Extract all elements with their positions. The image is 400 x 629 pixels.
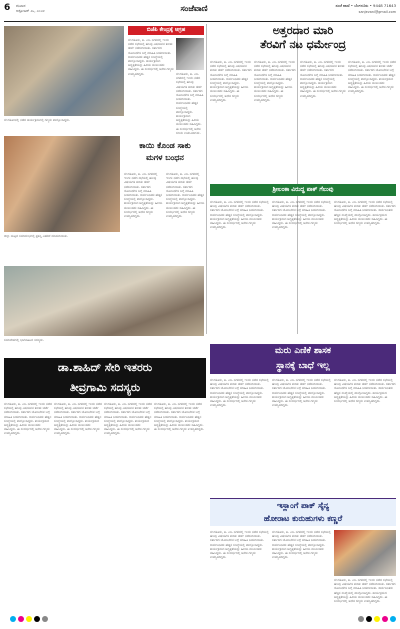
photo-event-2 (4, 136, 120, 232)
article-text: ಬೆಂಗಳೂರು, ಅ. ೨೫- ನಗರದಲ್ಲಿ ಇಂದು ನಡೆದ ಸಭೆಯಲ್ಲಿ ಹಲವು ವಿಷಯಗಳ ಕುರಿತು ಚರ್ಚೆ ನಡೆಸಲಾಯಿತು. ಸರ್ಕಾರದ ಯೋಜನೆಗಳ ಬಗ್ಗೆ ಮಾಹಿತಿ ನೀಡಲಾಯಿತು. ಸಾರ್ವಜನಿಕರು ಹೆಚ್ಚಿನ ಸಂಖ್ಯೆಯಲ್ಲಿ ಪಾಲ್ಗೊಂಡಿದ್ದರು. ಕಾರ್ಯಕ್ರಮದ ಅಧ್ಯಕ್ಷತೆಯನ್ನು ಹಿರಿಯ ಮುಖಂಡರು ವಹಿಸಿದ್ದರು. ಈ ಸಂದರ್ಭದಲ್ಲಿ ಅನೇಕ ಗಣ್ಯರು ಉಪಸ್ಥಿತರಿದ್ದರು. (210, 60, 252, 102)
photo-caption-3: ಸಮಾವೇಶದಲ್ಲಿ ಭಾಗವಹಿಸಿದ ಸದಸ್ಯರು. (4, 338, 44, 342)
page-number: 6 (4, 3, 11, 13)
masthead (4, 2, 396, 22)
registration-dot (366, 616, 372, 622)
headline-bottom-right-2 (210, 498, 396, 526)
headline-bottom-right-2-line2: ಹೋರಾಟ ಕುರುಹುಗಳು ಕಣ್ಣರೆ (263, 514, 343, 523)
article-text: ಬೆಂಗಳೂರು, ಅ. ೨೫- ನಗರದಲ್ಲಿ ಇಂದು ನಡೆದ ಸಭೆಯಲ್ಲಿ ಹಲವು ವಿಷಯಗಳ ಕುರಿತು ಚರ್ಚೆ ನಡೆಸಲಾಯಿತು. ಸರ್ಕಾರದ ಯೋಜನೆಗಳ ಬಗ್ಗೆ ಮಾಹಿತಿ ನೀಡಲಾಯಿತು. ಸಾರ್ವಜನಿಕರು ಹೆಚ್ಚಿನ ಸಂಖ್ಯೆಯಲ್ಲಿ ಪಾಲ್ಗೊಂಡಿದ್ದರು. ಕಾರ್ಯಕ್ರಮದ ಅಧ್ಯಕ್ಷತೆಯನ್ನು ಹಿರಿಯ ಮುಖಂಡರು ವಹಿಸಿದ್ದರು. ಈ ಸಂದರ್ಭದಲ್ಲಿ ಅನೇಕ ಗಣ್ಯರು ಉಪಸ್ಥಿತರಿದ್ದರು. (54, 402, 102, 436)
headline-mid-center-line2: ಮಗಳ ಬಂಧನ (146, 153, 184, 162)
article-text: ಬೆಂಗಳೂರು, ಅ. ೨೫- ನಗರದಲ್ಲಿ ಇಂದು ನಡೆದ ಸಭೆಯಲ್ಲಿ ಹಲವು ವಿಷಯಗಳ ಕುರಿತು ಚರ್ಚೆ ನಡೆಸಲಾಯಿತು. ಸರ್ಕಾರದ ಯೋಜನೆಗಳ ಬಗ್ಗೆ ಮಾಹಿತಿ ನೀಡಲಾಯಿತು. ಸಾರ್ವಜನಿಕರು ಹೆಚ್ಚಿನ ಸಂಖ್ಯೆಯಲ್ಲಿ ಪಾಲ್ಗೊಂಡಿದ್ದರು. ಕಾರ್ಯಕ್ರಮದ ಅಧ್ಯಕ್ಷತೆಯನ್ನು ಹಿರಿಯ ಮುಖಂಡರು ವಹಿಸಿದ್ದರು. ಈ ಸಂದರ್ಭದಲ್ಲಿ ಅನೇಕ ಗಣ್ಯರು ಉಪಸ್ಥಿತರಿದ್ದರು. (154, 402, 205, 432)
registration-dot (358, 616, 364, 622)
headline-mid-center (124, 140, 206, 170)
masthead-right-info: ಸಂಜೆ ವಾಣಿ • ಬೆಂಗಳೂರು • 9448 71643 (335, 4, 396, 8)
registration-dot (34, 616, 40, 622)
headline-top-right (210, 24, 396, 56)
headline-mid-center-line1: ಕಾಯಿ ಕೊಂಡ ಸಾಕು (139, 141, 191, 150)
article-text: ಬೆಂಗಳೂರು, ಅ. ೨೫- ನಗರದಲ್ಲಿ ಇಂದು ನಡೆದ ಸಭೆಯಲ್ಲಿ ಹಲವು ವಿಷಯಗಳ ಕುರಿತು ಚರ್ಚೆ ನಡೆಸಲಾಯಿತು. ಸರ್ಕಾರದ ಯೋಜನೆಗಳ ಬಗ್ಗೆ ಮಾಹಿತಿ ನೀಡಲಾಯಿತು. ಸಾರ್ವಜನಿಕರು ಹೆಚ್ಚಿನ ಸಂಖ್ಯೆಯಲ್ಲಿ ಪಾಲ್ಗೊಂಡಿದ್ದರು. ಕಾರ್ಯಕ್ರಮದ ಅಧ್ಯಕ್ಷತೆಯನ್ನು ಹಿರಿಯ ಮುಖಂಡರು ವಹಿಸಿದ್ದರು. ಈ ಸಂದರ್ಭದಲ್ಲಿ ಅನೇಕ ಗಣ್ಯರು ಉಪಸ್ಥಿತರಿದ್ದರು. (334, 578, 396, 604)
article-text: ಬೆಂಗಳೂರು, ಅ. ೨೫- ನಗರದಲ್ಲಿ ಇಂದು ನಡೆದ ಸಭೆಯಲ್ಲಿ ಹಲವು ವಿಷಯಗಳ ಕುರಿತು ಚರ್ಚೆ ನಡೆಸಲಾಯಿತು. ಸರ್ಕಾರದ ಯೋಜನೆಗಳ ಬಗ್ಗೆ ಮಾಹಿತಿ ನೀಡಲಾಯಿತು. ಸಾರ್ವಜನಿಕರು ಹೆಚ್ಚಿನ ಸಂಖ್ಯೆಯಲ್ಲಿ ಪಾಲ್ಗೊಂಡಿದ್ದರು. ಕಾರ್ಯಕ್ರಮದ ಅಧ್ಯಕ್ಷತೆಯನ್ನು ಹಿರಿಯ ಮುಖಂಡರು ವಹಿಸಿದ್ದರು. ಈ ಸಂದರ್ಭದಲ್ಲಿ ಅನೇಕ ಗಣ್ಯರು ಉಪಸ್ಥಿತರಿದ್ದರು. (128, 38, 174, 76)
banner-line1: ಡಾ.ಶಾಹಿದ್ ಸೇರಿ ಇತರರು (57, 361, 153, 374)
article-text: ಬೆಂಗಳೂರು, ಅ. ೨೫- ನಗರದಲ್ಲಿ ಇಂದು ನಡೆದ ಸಭೆಯಲ್ಲಿ ಹಲವು ವಿಷಯಗಳ ಕುರಿತು ಚರ್ಚೆ ನಡೆಸಲಾಯಿತು. ಸರ್ಕಾರದ ಯೋಜನೆಗಳ ಬಗ್ಗೆ ಮಾಹಿತಿ ನೀಡಲಾಯಿತು. ಸಾರ್ವಜನಿಕರು ಹೆಚ್ಚಿನ ಸಂಖ್ಯೆಯಲ್ಲಿ ಪಾಲ್ಗೊಂಡಿದ್ದರು. ಕಾರ್ಯಕ್ರಮದ ಅಧ್ಯಕ್ಷತೆಯನ್ನು ಹಿರಿಯ ಮುಖಂಡರು ವಹಿಸಿದ್ದರು. ಈ ಸಂದರ್ಭದಲ್ಲಿ ಅನೇಕ ಗಣ್ಯರು ಉಪಸ್ಥಿತರಿದ್ದರು. (272, 530, 331, 560)
photo-caption-2: ಜಿಲ್ಲಾ ಮಟ್ಟದ ಸಮಾರಂಭದಲ್ಲಿ ಪ್ರಶಸ್ತಿ ವಿತರಣೆ ಮಾಡಲಾಯಿತು. (4, 234, 68, 238)
registration-dot (10, 616, 16, 622)
registration-dot (382, 616, 388, 622)
masthead-right-sub: sanjevani@gmail.com (358, 10, 396, 14)
logo: ಸಂಜೆವಾಣಿ (180, 4, 208, 13)
banner-headline (4, 358, 206, 398)
registration-dot (374, 616, 380, 622)
portrait-photo (176, 38, 204, 70)
registration-dot (42, 616, 48, 622)
headline-right-mid: ಶ್ರೀಲಂಕಾ ವಿರುದ್ಧ ಪಾಕ್ ಗೆಲುವು (210, 184, 396, 196)
registration-dot (18, 616, 24, 622)
date-line: ಅಕ್ಟೋಬರ್ ೨೬, ೨೦೨೪ (16, 9, 45, 13)
article-text: ಬೆಂಗಳೂರು, ಅ. ೨೫- ನಗರದಲ್ಲಿ ಇಂದು ನಡೆದ ಸಭೆಯಲ್ಲಿ ಹಲವು ವಿಷಯಗಳ ಕುರಿತು ಚರ್ಚೆ ನಡೆಸಲಾಯಿತು. ಸರ್ಕಾರದ ಯೋಜನೆಗಳ ಬಗ್ಗೆ ಮಾಹಿತಿ ನೀಡಲಾಯಿತು. ಸಾರ್ವಜನಿಕರು ಹೆಚ್ಚಿನ ಸಂಖ್ಯೆಯಲ್ಲಿ ಪಾಲ್ಗೊಂಡಿದ್ದರು. ಕಾರ್ಯಕ್ರಮದ ಅಧ್ಯಕ್ಷತೆಯನ್ನು ಹಿರಿಯ ಮುಖಂಡರು ವಹಿಸಿದ್ದರು. ಈ ಸಂದರ್ಭದಲ್ಲಿ ಅನೇಕ ಗಣ್ಯರು ಉಪಸ್ಥಿತರಿದ್ದರು. (176, 72, 204, 134)
article-text: ಬೆಂಗಳೂರು, ಅ. ೨೫- ನಗರದಲ್ಲಿ ಇಂದು ನಡೆದ ಸಭೆಯಲ್ಲಿ ಹಲವು ವಿಷಯಗಳ ಕುರಿತು ಚರ್ಚೆ ನಡೆಸಲಾಯಿತು. ಸರ್ಕಾರದ ಯೋಜನೆಗಳ ಬಗ್ಗೆ ಮಾಹಿತಿ ನೀಡಲಾಯಿತು. ಸಾರ್ವಜನಿಕರು ಹೆಚ್ಚಿನ ಸಂಖ್ಯೆಯಲ್ಲಿ ಪಾಲ್ಗೊಂಡಿದ್ದರು. ಕಾರ್ಯಕ್ರಮದ ಅಧ್ಯಕ್ಷತೆಯನ್ನು ಹಿರಿಯ ಮುಖಂಡರು ವಹಿಸಿದ್ದರು. ಈ ಸಂದರ್ಭದಲ್ಲಿ ಅನೇಕ ಗಣ್ಯರು ಉಪಸ್ಥಿತರಿದ್ದರು. (334, 378, 396, 404)
registration-dot (26, 616, 32, 622)
article-text: ಬೆಂಗಳೂರು, ಅ. ೨೫- ನಗರದಲ್ಲಿ ಇಂದು ನಡೆದ ಸಭೆಯಲ್ಲಿ ಹಲವು ವಿಷಯಗಳ ಕುರಿತು ಚರ್ಚೆ ನಡೆಸಲಾಯಿತು. ಸರ್ಕಾರದ ಯೋಜನೆಗಳ ಬಗ್ಗೆ ಮಾಹಿತಿ ನೀಡಲಾಯಿತು. ಸಾರ್ವಜನಿಕರು ಹೆಚ್ಚಿನ ಸಂಖ್ಯೆಯಲ್ಲಿ ಪಾಲ್ಗೊಂಡಿದ್ದರು. ಕಾರ್ಯಕ್ರಮದ ಅಧ್ಯಕ್ಷತೆಯನ್ನು ಹಿರಿಯ ಮುಖಂಡರು ವಹಿಸಿದ್ದರು. ಈ ಸಂದರ್ಭದಲ್ಲಿ ಅನೇಕ ಗಣ್ಯರು ಉಪಸ್ಥಿತರಿದ್ದರು. (210, 530, 269, 560)
article-text: ಬೆಂಗಳೂರು, ಅ. ೨೫- ನಗರದಲ್ಲಿ ಇಂದು ನಡೆದ ಸಭೆಯಲ್ಲಿ ಹಲವು ವಿಷಯಗಳ ಕುರಿತು ಚರ್ಚೆ ನಡೆಸಲಾಯಿತು. ಸರ್ಕಾರದ ಯೋಜನೆಗಳ ಬಗ್ಗೆ ಮಾಹಿತಿ ನೀಡಲಾಯಿತು. ಸಾರ್ವಜನಿಕರು ಹೆಚ್ಚಿನ ಸಂಖ್ಯೆಯಲ್ಲಿ ಪಾಲ್ಗೊಂಡಿದ್ದರು. ಕಾರ್ಯಕ್ರಮದ ಅಧ್ಯಕ್ಷತೆಯನ್ನು ಹಿರಿಯ ಮುಖಂಡರು ವಹಿಸಿದ್ದರು. ಈ ಸಂದರ್ಭದಲ್ಲಿ ಅನೇಕ ಗಣ್ಯರು ಉಪಸ್ಥಿತರಿದ್ದರು. (210, 200, 269, 230)
article-text: ಬೆಂಗಳೂರು, ಅ. ೨೫- ನಗರದಲ್ಲಿ ಇಂದು ನಡೆದ ಸಭೆಯಲ್ಲಿ ಹಲವು ವಿಷಯಗಳ ಕುರಿತು ಚರ್ಚೆ ನಡೆಸಲಾಯಿತು. ಸರ್ಕಾರದ ಯೋಜನೆಗಳ ಬಗ್ಗೆ ಮಾಹಿತಿ ನೀಡಲಾಯಿತು. ಸಾರ್ವಜನಿಕರು ಹೆಚ್ಚಿನ ಸಂಖ್ಯೆಯಲ್ಲಿ ಪಾಲ್ಗೊಂಡಿದ್ದರು. ಕಾರ್ಯಕ್ರಮದ ಅಧ್ಯಕ್ಷತೆಯನ್ನು ಹಿರಿಯ ಮುಖಂಡರು ವಹಿಸಿದ್ದರು. ಈ ಸಂದರ್ಭದಲ್ಲಿ ಅನೇಕ ಗಣ್ಯರು ಉಪಸ್ಥಿತರಿದ್ದರು. (124, 172, 163, 219)
article-text: ಬೆಂಗಳೂರು, ಅ. ೨೫- ನಗರದಲ್ಲಿ ಇಂದು ನಡೆದ ಸಭೆಯಲ್ಲಿ ಹಲವು ವಿಷಯಗಳ ಕುರಿತು ಚರ್ಚೆ ನಡೆಸಲಾಯಿತು. ಸರ್ಕಾರದ ಯೋಜನೆಗಳ ಬಗ್ಗೆ ಮಾಹಿತಿ ನೀಡಲಾಯಿತು. ಸಾರ್ವಜನಿಕರು ಹೆಚ್ಚಿನ ಸಂಖ್ಯೆಯಲ್ಲಿ ಪಾಲ್ಗೊಂಡಿದ್ದರು. ಕಾರ್ಯಕ್ರಮದ ಅಧ್ಯಕ್ಷತೆಯನ್ನು ಹಿರಿಯ ಮುಖಂಡರು ವಹಿಸಿದ್ದರು. ಈ ಸಂದರ್ಭದಲ್ಲಿ ಅನೇಕ ಗಣ್ಯರು ಉಪಸ್ಥಿತರಿದ್ದರು. (348, 60, 396, 94)
article-text: ಬೆಂಗಳೂರು, ಅ. ೨೫- ನಗರದಲ್ಲಿ ಇಂದು ನಡೆದ ಸಭೆಯಲ್ಲಿ ಹಲವು ವಿಷಯಗಳ ಕುರಿತು ಚರ್ಚೆ ನಡೆಸಲಾಯಿತು. ಸರ್ಕಾರದ ಯೋಜನೆಗಳ ಬಗ್ಗೆ ಮಾಹಿತಿ ನೀಡಲಾಯಿತು. ಸಾರ್ವಜನಿಕರು ಹೆಚ್ಚಿನ ಸಂಖ್ಯೆಯಲ್ಲಿ ಪಾಲ್ಗೊಂಡಿದ್ದರು. ಕಾರ್ಯಕ್ರಮದ ಅಧ್ಯಕ್ಷತೆಯನ್ನು ಹಿರಿಯ ಮುಖಂಡರು ವಹಿಸಿದ್ದರು. ಈ ಸಂದರ್ಭದಲ್ಲಿ ಅನೇಕ ಗಣ್ಯರು ಉಪಸ್ಥಿತರಿದ್ದರು. (300, 60, 346, 98)
article-text: ಬೆಂಗಳೂರು, ಅ. ೨೫- ನಗರದಲ್ಲಿ ಇಂದು ನಡೆದ ಸಭೆಯಲ್ಲಿ ಹಲವು ವಿಷಯಗಳ ಕುರಿತು ಚರ್ಚೆ ನಡೆಸಲಾಯಿತು. ಸರ್ಕಾರದ ಯೋಜನೆಗಳ ಬಗ್ಗೆ ಮಾಹಿತಿ ನೀಡಲಾಯಿತು. ಸಾರ್ವಜನಿಕರು ಹೆಚ್ಚಿನ ಸಂಖ್ಯೆಯಲ್ಲಿ ಪಾಲ್ಗೊಂಡಿದ್ದರು. ಕಾರ್ಯಕ್ರಮದ ಅಧ್ಯಕ್ಷತೆಯನ್ನು ಹಿರಿಯ ಮುಖಂಡರು ವಹಿಸಿದ್ದರು. ಈ ಸಂದರ್ಭದಲ್ಲಿ ಅನೇಕ ಗಣ್ಯರು ಉಪಸ್ಥಿತರಿದ್ದರು. (254, 60, 296, 102)
article-text: ಬೆಂಗಳೂರು, ಅ. ೨೫- ನಗರದಲ್ಲಿ ಇಂದು ನಡೆದ ಸಭೆಯಲ್ಲಿ ಹಲವು ವಿಷಯಗಳ ಕುರಿತು ಚರ್ಚೆ ನಡೆಸಲಾಯಿತು. ಸರ್ಕಾರದ ಯೋಜನೆಗಳ ಬಗ್ಗೆ ಮಾಹಿತಿ ನೀಡಲಾಯಿತು. ಸಾರ್ವಜನಿಕರು ಹೆಚ್ಚಿನ ಸಂಖ್ಯೆಯಲ್ಲಿ ಪಾಲ್ಗೊಂಡಿದ್ದರು. ಕಾರ್ಯಕ್ರಮದ ಅಧ್ಯಕ್ಷತೆಯನ್ನು ಹಿರಿಯ ಮುಖಂಡರು ವಹಿಸಿದ್ದರು. ಈ ಸಂದರ್ಭದಲ್ಲಿ ಅನೇಕ ಗಣ್ಯರು ಉಪಸ್ಥಿತರಿದ್ದರು. (104, 402, 152, 436)
color-registration-marks (10, 616, 90, 624)
photo-event-1 (4, 26, 124, 116)
color-registration-marks (320, 616, 396, 624)
article-text: ಬೆಂಗಳೂರು, ಅ. ೨೫- ನಗರದಲ್ಲಿ ಇಂದು ನಡೆದ ಸಭೆಯಲ್ಲಿ ಹಲವು ವಿಷಯಗಳ ಕುರಿತು ಚರ್ಚೆ ನಡೆಸಲಾಯಿತು. ಸರ್ಕಾರದ ಯೋಜನೆಗಳ ಬಗ್ಗೆ ಮಾಹಿತಿ ನೀಡಲಾಯಿತು. ಸಾರ್ವಜನಿಕರು ಹೆಚ್ಚಿನ ಸಂಖ್ಯೆಯಲ್ಲಿ ಪಾಲ್ಗೊಂಡಿದ್ದರು. ಕಾರ್ಯಕ್ರಮದ ಅಧ್ಯಕ್ಷತೆಯನ್ನು ಹಿರಿಯ ಮುಖಂಡರು ವಹಿಸಿದ್ದರು. ಈ ಸಂದರ್ಭದಲ್ಲಿ ಅನೇಕ ಗಣ್ಯರು ಉಪಸ್ಥಿತರಿದ್ದರು. (4, 402, 52, 436)
registration-dot (390, 616, 396, 622)
headline-top-right-line2: ತೆರವಿಗೆ ನಟ ಧರ್ಮೇಂದ್ರ (260, 38, 346, 51)
headline-bottom-right-2-line1: ಇಸ್ಲಾಂಗೆ ಪಾಕ್ ಸೈನ್ಯ (276, 501, 330, 510)
article-text: ಬೆಂಗಳೂರು, ಅ. ೨೫- ನಗರದಲ್ಲಿ ಇಂದು ನಡೆದ ಸಭೆಯಲ್ಲಿ ಹಲವು ವಿಷಯಗಳ ಕುರಿತು ಚರ್ಚೆ ನಡೆಸಲಾಯಿತು. ಸರ್ಕಾರದ ಯೋಜನೆಗಳ ಬಗ್ಗೆ ಮಾಹಿತಿ ನೀಡಲಾಯಿತು. ಸಾರ್ವಜನಿಕರು ಹೆಚ್ಚಿನ ಸಂಖ್ಯೆಯಲ್ಲಿ ಪಾಲ್ಗೊಂಡಿದ್ದರು. ಕಾರ್ಯಕ್ರಮದ ಅಧ್ಯಕ್ಷತೆಯನ್ನು ಹಿರಿಯ ಮುಖಂಡರು ವಹಿಸಿದ್ದರು. ಈ ಸಂದರ್ಭದಲ್ಲಿ ಅನೇಕ ಗಣ್ಯರು ಉಪಸ್ಥಿತರಿದ್ದರು. (272, 378, 331, 408)
date-left: ಶನಿವಾರ (16, 4, 26, 8)
photo-caption-1: ಬೆಂಗಳೂರಿನಲ್ಲಿ ನಡೆದ ಕಾರ್ಯಕ್ರಮದಲ್ಲಿ ಗಣ್ಯರು ಪಾಲ್ಗೊಂಡಿದ್ದರು. (4, 118, 70, 122)
article-text: ಬೆಂಗಳೂರು, ಅ. ೨೫- ನಗರದಲ್ಲಿ ಇಂದು ನಡೆದ ಸಭೆಯಲ್ಲಿ ಹಲವು ವಿಷಯಗಳ ಕುರಿತು ಚರ್ಚೆ ನಡೆಸಲಾಯಿತು. ಸರ್ಕಾರದ ಯೋಜನೆಗಳ ಬಗ್ಗೆ ಮಾಹಿತಿ ನೀಡಲಾಯಿತು. ಸಾರ್ವಜನಿಕರು ಹೆಚ್ಚಿನ ಸಂಖ್ಯೆಯಲ್ಲಿ ಪಾಲ್ಗೊಂಡಿದ್ದರು. ಕಾರ್ಯಕ್ರಮದ ಅಧ್ಯಕ್ಷತೆಯನ್ನು ಹಿರಿಯ ಮುಖಂಡರು ವಹಿಸಿದ್ದರು. ಈ ಸಂದರ್ಭದಲ್ಲಿ ಅನೇಕ ಗಣ್ಯರು ಉಪಸ್ಥಿತರಿದ್ದರು. (166, 172, 205, 219)
photo-event-4 (334, 530, 396, 576)
headline-bottom-right-line1: ಮರು ಎಣಿಕೆ ಶಾಸಕ (275, 346, 331, 356)
article-text: ಬೆಂಗಳೂರು, ಅ. ೨೫- ನಗರದಲ್ಲಿ ಇಂದು ನಡೆದ ಸಭೆಯಲ್ಲಿ ಹಲವು ವಿಷಯಗಳ ಕುರಿತು ಚರ್ಚೆ ನಡೆಸಲಾಯಿತು. ಸರ್ಕಾರದ ಯೋಜನೆಗಳ ಬಗ್ಗೆ ಮಾಹಿತಿ ನೀಡಲಾಯಿತು. ಸಾರ್ವಜನಿಕರು ಹೆಚ್ಚಿನ ಸಂಖ್ಯೆಯಲ್ಲಿ ಪಾಲ್ಗೊಂಡಿದ್ದರು. ಕಾರ್ಯಕ್ರಮದ ಅಧ್ಯಕ್ಷತೆಯನ್ನು ಹಿರಿಯ ಮುಖಂಡರು ವಹಿಸಿದ್ದರು. ಈ ಸಂದರ್ಭದಲ್ಲಿ ಅನೇಕ ಗಣ್ಯರು ಉಪಸ್ಥಿತರಿದ್ದರು. (334, 200, 396, 226)
headline-top-right-line1: ಅತ್ತರದಾರ ಮಾರಿ (272, 24, 334, 37)
headline-bottom-right-line2: ಸ್ಥಾನಕ್ಕೆ ಬಾಧೆ ಇಲ್ಲ (276, 361, 330, 371)
column-rule (206, 24, 207, 334)
headline-top-mid: ಬಿಜೆಪಿ ಕೇಂದ್ರಕ್ಕೆ ಆಗ್ರಹ (128, 26, 204, 35)
banner-line2: ತೀವ್ರಗಾಮಿ ಸದಸ್ಯರು (69, 381, 141, 394)
photo-event-3 (4, 266, 204, 336)
article-text: ಬೆಂಗಳೂರು, ಅ. ೨೫- ನಗರದಲ್ಲಿ ಇಂದು ನಡೆದ ಸಭೆಯಲ್ಲಿ ಹಲವು ವಿಷಯಗಳ ಕುರಿತು ಚರ್ಚೆ ನಡೆಸಲಾಯಿತು. ಸರ್ಕಾರದ ಯೋಜನೆಗಳ ಬಗ್ಗೆ ಮಾಹಿತಿ ನೀಡಲಾಯಿತು. ಸಾರ್ವಜನಿಕರು ಹೆಚ್ಚಿನ ಸಂಖ್ಯೆಯಲ್ಲಿ ಪಾಲ್ಗೊಂಡಿದ್ದರು. ಕಾರ್ಯಕ್ರಮದ ಅಧ್ಯಕ್ಷತೆಯನ್ನು ಹಿರಿಯ ಮುಖಂಡರು ವಹಿಸಿದ್ದರು. ಈ ಸಂದರ್ಭದಲ್ಲಿ ಅನೇಕ ಗಣ್ಯರು ಉಪಸ್ಥಿತರಿದ್ದರು. (272, 200, 331, 230)
article-text: ಬೆಂಗಳೂರು, ಅ. ೨೫- ನಗರದಲ್ಲಿ ಇಂದು ನಡೆದ ಸಭೆಯಲ್ಲಿ ಹಲವು ವಿಷಯಗಳ ಕುರಿತು ಚರ್ಚೆ ನಡೆಸಲಾಯಿತು. ಸರ್ಕಾರದ ಯೋಜನೆಗಳ ಬಗ್ಗೆ ಮಾಹಿತಿ ನೀಡಲಾಯಿತು. ಸಾರ್ವಜನಿಕರು ಹೆಚ್ಚಿನ ಸಂಖ್ಯೆಯಲ್ಲಿ ಪಾಲ್ಗೊಂಡಿದ್ದರು. ಕಾರ್ಯಕ್ರಮದ ಅಧ್ಯಕ್ಷತೆಯನ್ನು ಹಿರಿಯ ಮುಖಂಡರು ವಹಿಸಿದ್ದರು. ಈ ಸಂದರ್ಭದಲ್ಲಿ ಅನೇಕ ಗಣ್ಯರು ಉಪಸ್ಥಿತರಿದ್ದರು. (210, 378, 269, 408)
headline-bottom-right (210, 344, 396, 374)
